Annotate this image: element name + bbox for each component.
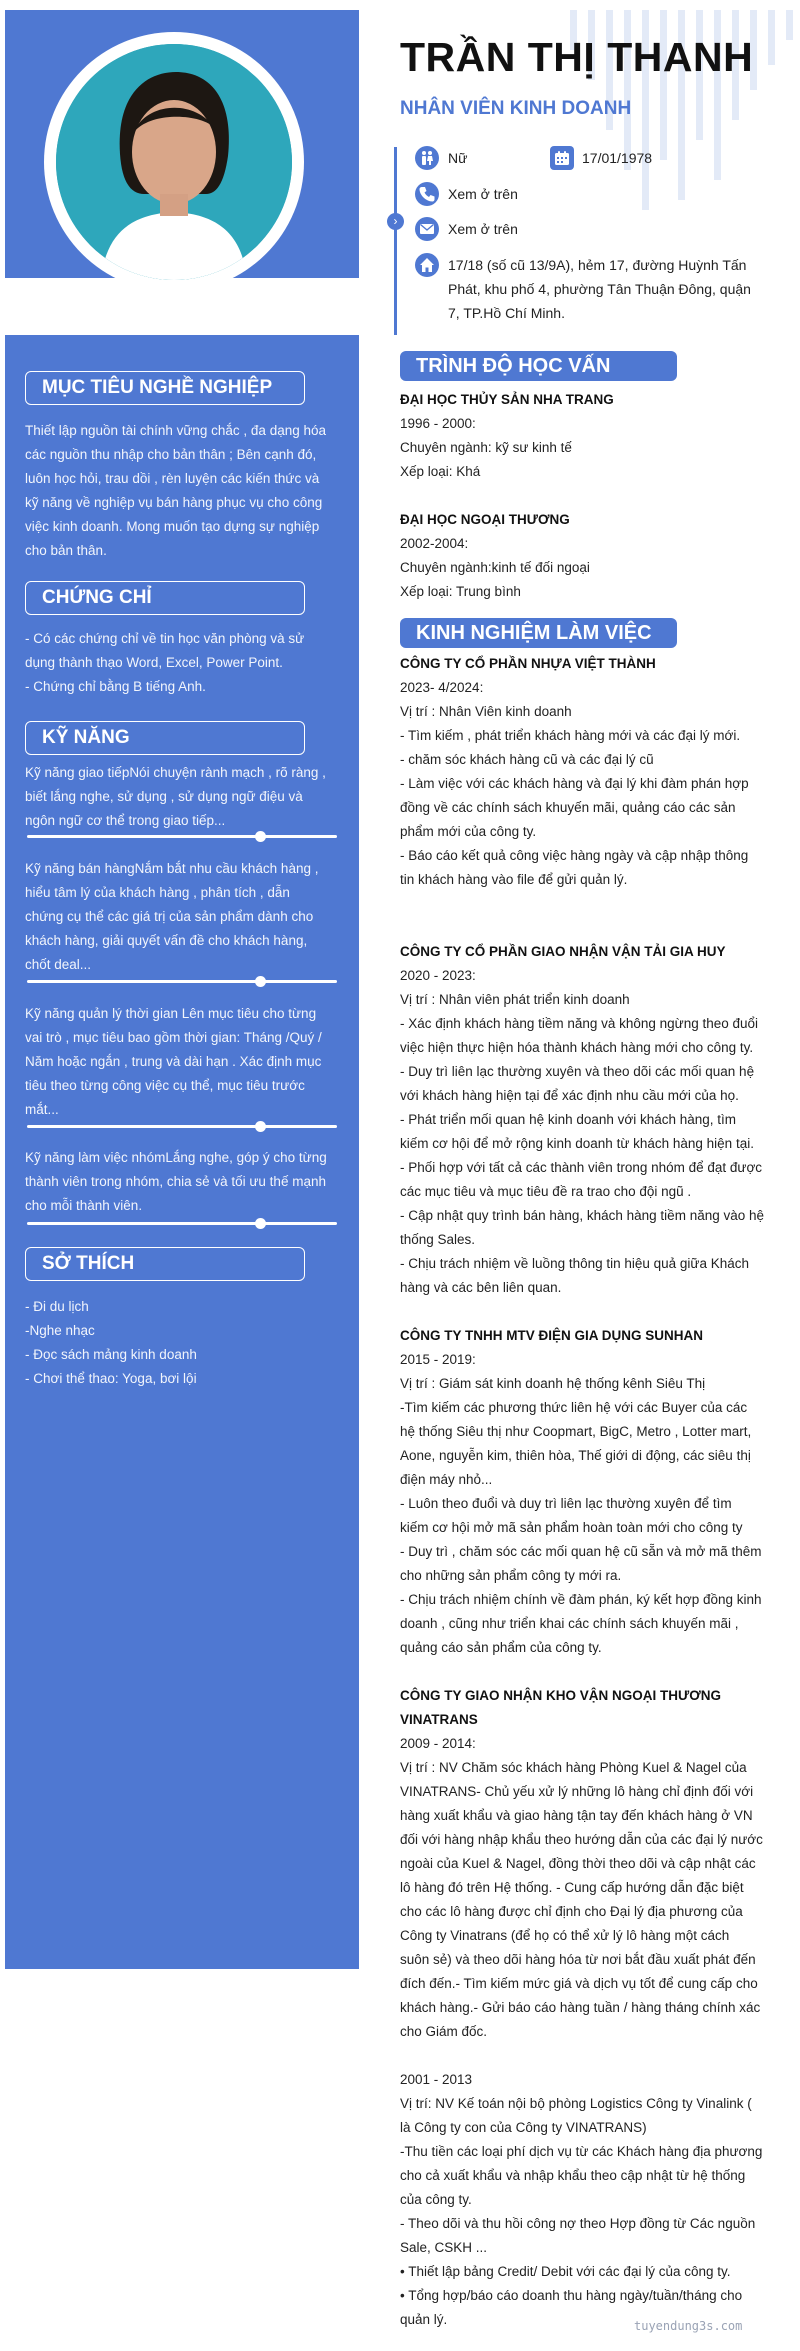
email-icon [415, 217, 439, 241]
skill-level-bar [27, 835, 337, 838]
skill-level-knob [255, 1218, 266, 1229]
email-value: Xem ở trên [448, 221, 518, 237]
education-title: TRÌNH ĐỘ HỌC VẤN [400, 351, 677, 381]
skill-text: Kỹ năng giao tiếpNói chuyện rành mạch , rõ ràng , biết lắng nghe, sử dụng , sử dụng ngữ điệu và ngôn ngữ cơ thể trong giao tiếp... [25, 765, 326, 828]
avatar [56, 44, 292, 280]
certificates-title: CHỨNG CHỈ [25, 581, 305, 615]
phone-value: Xem ở trên [448, 186, 518, 202]
sidebar [5, 335, 359, 1969]
address-value: 17/18 (số cũ 13/9A), hẻm 17, đường Huỳnh Tấn Phát, khu phố 4, phường Tân Thuận Đông, quận 7, TP.Hồ Chí Minh. [448, 257, 751, 321]
skill-level-knob [255, 976, 266, 987]
hobbies-text: - Đi du lịch -Nghe nhạc - Đọc sách mảng kinh doanh - Chơi thể thao: Yoga, bơi lội [25, 1299, 197, 1386]
education-list: ĐẠI HỌC THỦY SẢN NHA TRANG 1996 - 2000: Chuyên ngành: kỹ sư kinh tế Xếp loại: Khá ĐẠI HỌC NGOẠI THƯƠNG 2002-2004: Chuyên ngành:kinh tế đối ngoại Xếp loại: Trung bình [400, 392, 614, 599]
skill-level-bar [27, 980, 337, 983]
phone-icon [415, 182, 439, 206]
skill-text: Kỹ năng bán hàngNắm bắt nhu cầu khách hàng , hiểu tâm lý của khách hàng , phân tích , dẫn chứng cụ thể các giá trị của sản phẩm dành cho khách hàng, giải quyết vấn đề cho khách hàng, chốt deal... [25, 861, 319, 972]
hobbies-title: SỞ THÍCH [25, 1247, 305, 1281]
skill-level-bar [27, 1125, 337, 1128]
candidate-name: TRẦN THỊ THANH [400, 34, 754, 80]
skill-text: Kỹ năng làm việc nhómLắng nghe, góp ý cho từng thành viên trong nhóm, chia sẻ và tối ưu thế mạnh cho mỗi thành viên. [25, 1150, 327, 1213]
gender-value: Nữ [448, 150, 468, 166]
dob-value: 17/01/1978 [582, 150, 653, 166]
skill-level-bar [27, 1222, 337, 1225]
skill-level-knob [255, 831, 266, 842]
certificates-text: - Có các chứng chỉ về tin học văn phòng và sử dụng thành thạo Word, Excel, Power Point. - Chứng chỉ bằng B tiếng Anh. [25, 631, 305, 694]
contact-divider [394, 147, 397, 335]
candidate-role: NHÂN VIÊN KINH DOANH [400, 98, 632, 119]
skill-level-knob [255, 1121, 266, 1132]
experience-list: CÔNG TY CỔ PHẦN NHỰA VIỆT THÀNH 2023- 4/2024: Vị trí : Nhân Viên kinh doanh - Tìm kiếm , phát triển khách hàng mới và các đại lý mới. - chăm sóc khách hàng cũ và các đại lý cũ - Làm việc với các khách hàng và đại lý khi đàm phán hợp đồng về các chính sách khuyến mãi, quảng cáo các sản phẩm mới của công ty. - Báo cáo kết quả công việc hàng ngày và cập nhập thông tin khách hàng vào file để gửi quản lý. CÔNG TY CỔ PHẦN GIAO NHẬN VẬN TẢI GIA HUY 2020 - 2023: Vị trí : Nhân viên phát triển kinh doanh - Xác định khách hàng tiềm năng và không ngừng theo đuổi việc hiện thực hiện hóa thành khách hàng mới cho công ty. - Duy trì liên lạc thường xuyên và theo dõi các mối quan hệ với khách hàng hiện tại để xác định nhu cầu mới của họ. - Phát triển mối quan hệ kinh doanh với khách hàng, tìm kiếm cơ hội để mở rộng kinh doanh từ khách hàng hiện tại. - Phối hợp với tất cả các thành viên trong nhóm để đạt được các mục tiêu và mục tiêu đề ra trao cho đội ngũ . - Cập nhật quy trình bán hàng, khách hàng tiềm năng vào hệ thống Sales. - Chịu trách nhiệm về luồng thông tin hiệu quả giữa Khách hàng và các bên liên quan. CÔNG TY TNHH MTV ĐIỆN GIA DỤNG SUNHAN 2015 - 2019: Vị trí : Giám sát kinh doanh hệ thống kênh Siêu Thị -Tìm kiếm các phương thức liên hệ với các Buyer của các hệ thống Siêu thị như Coopmart, BigC, Metro , Lotter mart, Aone, nguyễn kim, thiên hòa, Thế giới di động, các siêu thị điện máy nhỏ... - Luôn theo đuổi và duy trì liên lạc thường xuyên để tìm kiếm cơ hội mở mã sản phẩm hoàn toàn mới cho công ty - Duy trì , chăm sóc các mối quan hệ cũ sẵn và mở mã thêm cho những sản phẩm công ty mới ra. - Chịu trách nhiệm chính về đàm phán, ký kết hợp đồng kinh doanh , cũng như triển khai các chính sách khuyến mãi , quảng cáo sản phẩm của công ty. CÔNG TY GIAO NHẬN KHO VẬN NGOẠI THƯƠNG VINATRANS 2009 - 2014: Vị trí : NV Chăm sóc khách hàng Phòng Kuel & Nagel của VINATRANS- Chủ yếu xử lý những lô hàng chỉ định đối với hàng xuất khẩu và giao hàng tận tay đến khách hàng ở VN đối với hàng nhập khẩu theo hướng dẫn của các đại lý nước ngoài của Kuel & Nagel, đồng thời theo dõi và cập nhật các lô hàng đó trên Hệ thống. - Cung cấp hướng dẫn đặc biệt cho các lô hàng được chỉ định cho Đại lý địa phương của Công ty Vinatrans (để họ có thể xử lý lô hàng một cách suôn sẻ) và theo dõi hàng hóa từ nơi bắt đầu xuất phát đến đích đến.- Tìm kiếm mức giá và dịch vụ tốt để cung cấp cho khách hàng.- Gửi báo cáo hàng tuần / hàng tháng chính xác cho Giám đốc. 2001 - 2013 Vị trí: NV Kế toán nội bộ phòng Logistics Công ty Vinalink ( là Công ty con của Công ty VINATRANS) -Thu tiền các loại phí dịch vụ từ các Khách hàng địa phương cho cả xuất khẩu và nhập khẩu theo cập nhật từ hệ thống của công ty. - Theo dõi và thu hồi công nợ theo Hợp đồng từ Các nguồn Sale, CSKH ... • Thiết lập bảng Credit/ Debit với các đại lý của công ty. • Tổng hợp/báo cáo doanh thu hàng ngày/tuần/tháng cho quản lý. [400, 656, 765, 2327]
skills-title: KỸ NĂNG [25, 721, 305, 755]
gender-icon [415, 146, 439, 170]
calendar-icon [550, 146, 574, 170]
chevron-right-icon: › [387, 213, 404, 230]
experience-title: KINH NGHIỆM LÀM VIỆC [400, 618, 677, 648]
watermark: tuyendung3s.com [634, 2319, 743, 2333]
home-icon [415, 253, 439, 277]
objective-text: Thiết lập nguồn tài chính vững chắc , đa dạng hóa các nguồn thu nhập cho bản thân ; Bên cạnh đó, luôn học hỏi, trau dồi , rèn luyện các kiến thức và kỹ năng về nghiệp vụ bán hàng phục vụ cho công việc kinh doanh. Mong muốn tạo dựng sự nghiệp cho bản thân. [25, 423, 327, 558]
skill-text: Kỹ năng quản lý thời gian Lên mục tiêu cho từng vai trò , mục tiêu bao gồm thời gian: Tháng /Quý / Năm hoặc ngắn , trung và dài hạn . Xác định mục tiêu theo từng công việc cụ thể, mục tiêu trước mắt... [25, 1006, 322, 1117]
objective-title: MỤC TIÊU NGHỀ NGHIỆP [25, 371, 305, 405]
